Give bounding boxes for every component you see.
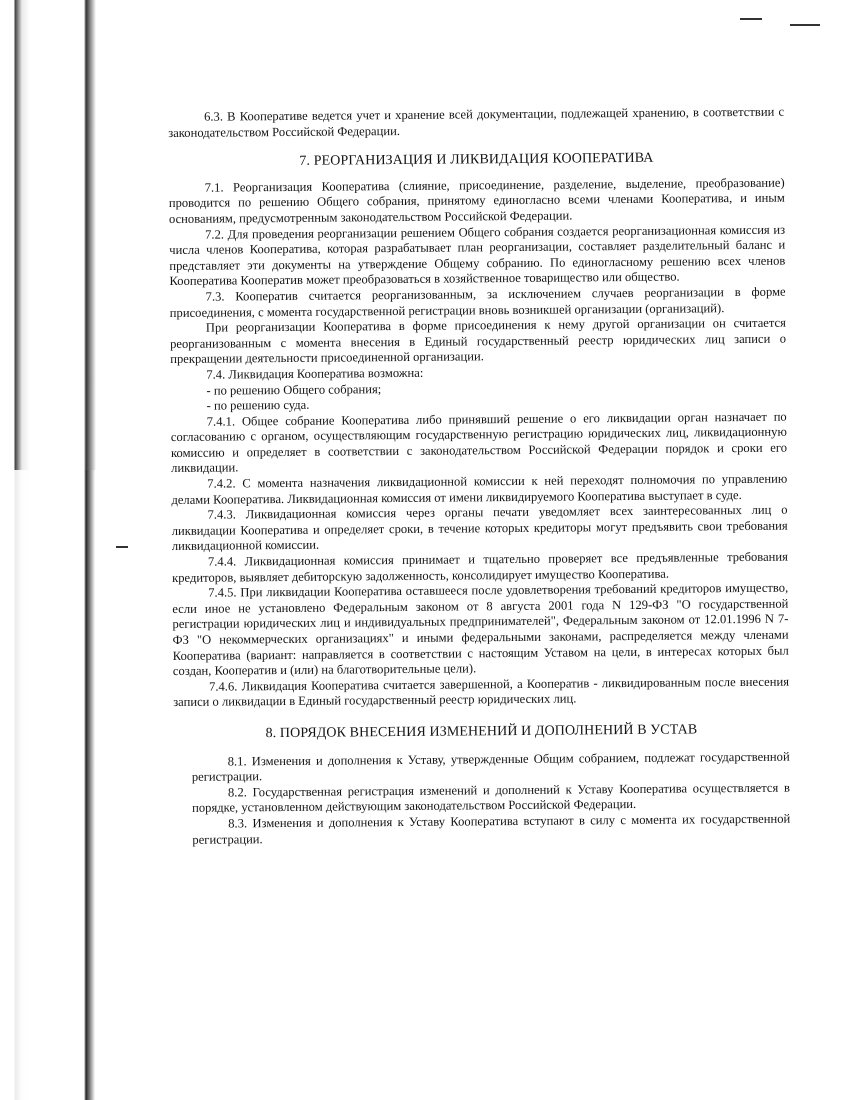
document-page: [168, 105, 790, 848]
clause-7-4-2: 7.4.2. С момента назначения ликвидационной комиссии к ней переходят полномочия по управлению делами Кооператива. Ликвидационная комиссия от имени ликвидируемого Кооператива выступает в суде.: [171, 471, 788, 507]
clause-7-4-1: 7.4.1. Общее собрание Кооператива либо принявший решение о его ликвидации орган назначает по согласованию с органом, осуществляющим государственную регистрацию юридических лиц, ликвидационную комиссию и определяет в соответствии с законодательством Российской Федерации порядок и сроки его ликвидации.: [170, 409, 788, 476]
scan-left-edge-lower: [0, 470, 96, 1100]
section-8-title: 8. ПОРЯДОК ВНЕСЕНИЯ ИЗМЕНЕНИЙ И ДОПОЛНЕНИЙ В УСТАВ: [265, 722, 698, 742]
clause-8-3: 8.3. Изменения и дополнения к Уставу Кооператива вступают в силу с момента их государственной регистрации.: [192, 811, 791, 847]
clause-7-4-6: 7.4.6. Ликвидация Кооператива считается завершенной, а Кооператив - ликвидированным после внесения записи о ликвидации в Единый государственный реестр юридических лиц.: [173, 674, 790, 710]
section-8-body: [174, 749, 791, 848]
clause-8-1: 8.1. Изменения и дополнения к Уставу, утвержденные Общим собранием, подлежат государственной регистрации.: [191, 749, 790, 784]
clause-7-4-3: 7.4.3. Ликвидационная комиссия через органы печати уведомляет всех заинтересованных лиц о ликвидации Кооператива и определяет сроки, в течение которых кредиторы могут предъявить свои требования ликвидационной комиссии.: [171, 502, 788, 554]
clause-7-4-4: 7.4.4. Ликвидационная комиссия принимает и тщательно проверяет все предъявленные требования кредиторов, выявляет дебиторскую задолженность, консолидирует имущество Кооператива.: [172, 549, 788, 585]
section-7-title: 7. РЕОРГАНИЗАЦИЯ И ЛИКВИДАЦИЯ КООПЕРАТИВА: [299, 150, 654, 170]
scan-speck: [790, 24, 820, 26]
scan-speck: [740, 18, 762, 20]
clause-7-3-continued: При реорганизации Кооператива в форме присоединения к нему другой организации он считается реорганизованным с момента внесения в Единый государственный реестр юридических лиц записи о прекращении деятельности присоединенной организации.: [169, 315, 787, 367]
clause-7-3: 7.3. Кооператив считается реорганизованным, за исключением случаев реорганизации в форме присоединения, с момента государственной регистрации вновь возникшей организации (организаций).: [169, 284, 786, 320]
clause-7-2: 7.2. Для проведения реорганизации решением Общего собрания создается реорганизационная комиссия из числа членов Кооператива, которая разрабатывает план реорганизации, составляет разделительный баланс и представляет эти документы на утверждение Общему собранию. По единогласному решению всех членов Кооператива Кооператив может преобразоваться в хозяйственное товарищество или общество.: [169, 222, 786, 289]
clause-8-2: 8.2. Государственная регистрация изменений и дополнений к Уставу Кооператива осуществляется в порядке, установленном действующим законодательством Российской Федерации.: [192, 780, 790, 816]
clause-6-3: 6.3. В Кооперативе ведется учет и хранение всей документации, подлежащей хранению, в соответствии с законодательством Российской Федерации.: [168, 104, 785, 140]
clause-7-4: 7.4. Ликвидация Кооператива возможна:: [206, 365, 424, 382]
scan-speck: [116, 546, 128, 548]
clause-7-4-item-a: - по решению Общего собрания;: [206, 381, 382, 398]
clause-7-1: 7.1. Реорганизация Кооператива (слияние, присоединение, разделение, выделение, преобразование) проводится по решению Общего собрания, принятому единогласно всеми членами Кооператива, и иным основаниям, предусмотренным законодательством Российской Федерации.: [168, 175, 785, 226]
clause-7-4-5: 7.4.5. При ликвидации Кооператива оставшееся после удовлетворения требований кредиторов имущество, если иное не установлено Федеральным законом от 8 августа 2001 года N 129-ФЗ "О государственной регистрации юридических лиц и индивидуальных предпринимателей", Федеральным законом от 12.01.1996 N 7-ФЗ "О некоммерческих организациях" и иными федеральными законами, распределяется между членами Кооператива (вариант: направляется в соответствии с настоящим Уставом на цели, в интересах которых был создан, Кооператив и (или) на благотворительные цели).: [172, 580, 789, 679]
clause-7-4-item-b: - по решению суда.: [206, 397, 310, 413]
